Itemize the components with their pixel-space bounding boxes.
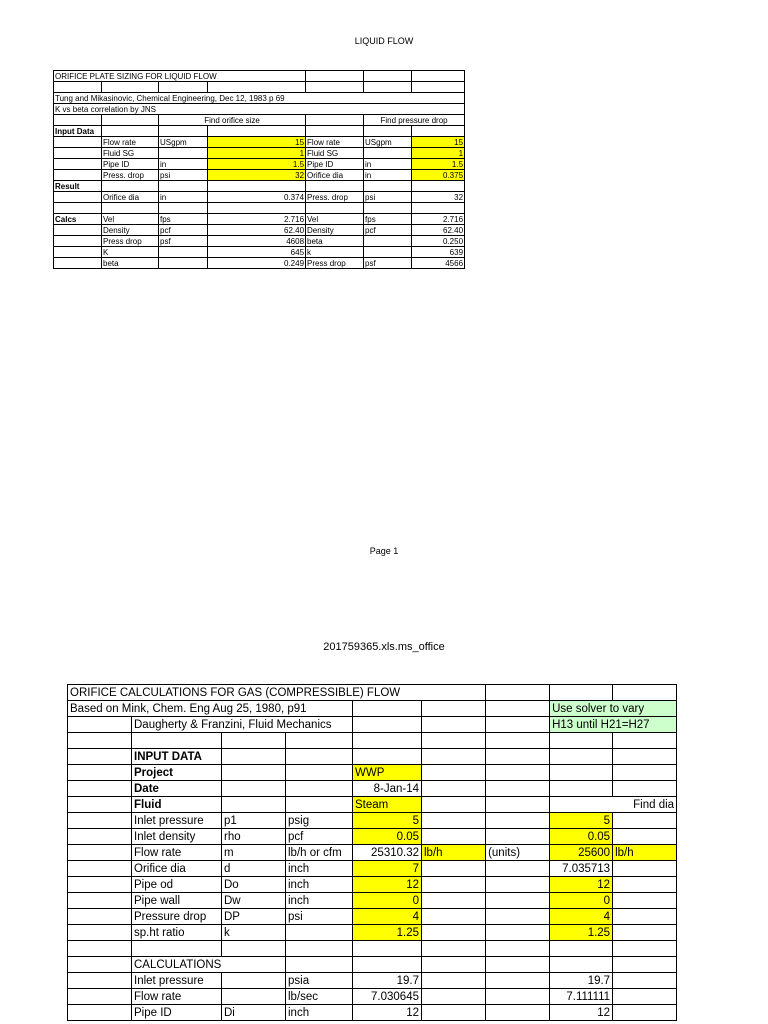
cell-label: K — [102, 247, 159, 258]
input-cell[interactable]: 1.5 — [208, 159, 306, 170]
cell-unit: lb/h or cfm — [286, 845, 353, 861]
input-cell[interactable]: 1.25 — [550, 925, 613, 941]
sheet-row — [68, 765, 677, 781]
cell-unit — [364, 148, 412, 159]
cell-label: Fluid SG — [102, 148, 159, 159]
cell-label: Density — [102, 225, 159, 236]
input-cell[interactable]: 5 — [550, 813, 613, 829]
section-label: CALCULATIONS — [132, 957, 286, 973]
input-row — [54, 159, 465, 170]
cell-unit: psi — [364, 192, 412, 203]
solver-note: Use solver to vary — [550, 701, 677, 717]
calc-cell: 12 — [353, 1005, 422, 1021]
cell-unit: USgpm — [159, 137, 208, 148]
input-row — [68, 893, 677, 909]
cell-unit: in — [159, 159, 208, 170]
find-pressure-heading: Find pressure drop — [364, 115, 465, 126]
input-cell[interactable]: 12 — [550, 877, 613, 893]
input-row — [68, 829, 677, 845]
calc-cell: 0.250 — [412, 236, 465, 247]
calc-row — [54, 214, 465, 225]
cell-symbol — [222, 989, 286, 1005]
cell-label: Press drop — [102, 236, 159, 247]
reference-text: Daugherty & Franzini, Fluid Mechanics — [132, 717, 353, 733]
cell-symbol: m — [222, 845, 286, 861]
calc-cell: 7.035713 — [550, 861, 613, 877]
cell-unit — [159, 247, 208, 258]
sheet-row — [54, 82, 465, 93]
date-cell[interactable]: 8-Jan-14 — [353, 781, 422, 797]
cell-unit: psig — [286, 813, 353, 829]
cell-symbol — [222, 973, 286, 989]
input-row — [68, 813, 677, 829]
cell-label: Orifice dia — [306, 170, 364, 181]
calc-row — [54, 258, 465, 269]
cell-label: Pipe ID — [306, 159, 364, 170]
cell-unit: in — [364, 170, 412, 181]
input-cell[interactable]: 4 — [353, 909, 422, 925]
calc-row — [68, 1005, 677, 1021]
input-cell[interactable]: 0 — [550, 893, 613, 909]
cell-unit: lb/sec — [286, 989, 353, 1005]
reference-text: Based on Mink, Chem. Eng Aug 25, 1980, p91 — [68, 701, 353, 717]
cell-unit: inch — [286, 877, 353, 893]
project-cell[interactable]: WWP — [353, 765, 422, 781]
sheet-row — [68, 957, 677, 973]
cell-unit: psf — [364, 258, 412, 269]
input-row — [54, 137, 465, 148]
cell-unit: in — [159, 192, 208, 203]
calc-cell: 639 — [412, 247, 465, 258]
cell-label: beta — [102, 258, 159, 269]
cell-symbol: d — [222, 861, 286, 877]
sheet-row — [54, 115, 465, 126]
calc-cell: 0.249 — [208, 258, 306, 269]
reference-text: Tung and Mikasinovic, Chemical Engineering, Dec 12, 1983 p 69 — [54, 93, 465, 104]
cell-label: Pipe wall — [132, 893, 222, 909]
sheet-row — [68, 781, 677, 797]
cell-label: Press drop — [306, 258, 364, 269]
section-label: INPUT DATA — [132, 749, 222, 765]
sheet-row — [54, 104, 465, 115]
cell-unit: pcf — [159, 225, 208, 236]
sheet-row — [68, 685, 677, 701]
cell-label: Fluid SG — [306, 148, 364, 159]
calc-cell: 19.7 — [550, 973, 613, 989]
calc-row — [54, 247, 465, 258]
calc-cell: 62.40 — [208, 225, 306, 236]
cell-symbol: Do — [222, 877, 286, 893]
calc-cell: 4608 — [208, 236, 306, 247]
cell-label: Density — [306, 225, 364, 236]
sheet-row — [54, 71, 465, 82]
calc-cell: 62.40 — [412, 225, 465, 236]
cell-label: Orifice dia — [102, 192, 159, 203]
cell-label: Press. drop — [102, 170, 159, 181]
find-orifice-heading: Find orifice size — [159, 115, 306, 126]
input-cell[interactable]: 1.25 — [353, 925, 422, 941]
gas-flow-sheet — [67, 684, 677, 1021]
cell-label: Pressure drop — [132, 909, 222, 925]
input-cell[interactable]: 0.05 — [550, 829, 613, 845]
sheet-title: ORIFICE PLATE SIZING FOR LIQUID FLOW — [54, 71, 306, 82]
cell-unit: inch — [286, 1005, 353, 1021]
cell-unit — [364, 236, 412, 247]
input-cell[interactable]: 1 — [412, 148, 465, 159]
date-label: Date — [132, 781, 222, 797]
input-cell[interactable]: 32 — [208, 170, 306, 181]
input-cell[interactable]: 1 — [208, 148, 306, 159]
input-row — [68, 845, 677, 861]
cell-unit: inch — [286, 893, 353, 909]
cell-symbol: DP — [222, 909, 286, 925]
cell-label: Flow rate — [132, 845, 222, 861]
solver-note: H13 until H21=H27 — [550, 717, 677, 733]
cell-unit: psf — [159, 236, 208, 247]
calc-cell: 7.111111 — [550, 989, 613, 1005]
input-cell[interactable]: 1.5 — [412, 159, 465, 170]
sheet-row — [54, 93, 465, 104]
calc-cell: 7.030645 — [353, 989, 422, 1005]
sheet-row — [54, 203, 465, 214]
result-cell: 0.374 — [208, 192, 306, 203]
project-label: Project — [132, 765, 222, 781]
cell-label: k — [306, 247, 364, 258]
sheet-row — [68, 733, 677, 749]
cell-unit — [159, 148, 208, 159]
input-cell[interactable]: 0 — [353, 893, 422, 909]
cell-label: Inlet pressure — [132, 973, 222, 989]
input-cell[interactable]: 12 — [353, 877, 422, 893]
calc-row — [54, 225, 465, 236]
calc-row — [68, 989, 677, 1005]
calc-cell: 645 — [208, 247, 306, 258]
cell-label: Vel — [306, 214, 364, 225]
cell-unit: pcf — [286, 829, 353, 845]
cell-unit: pcf — [364, 225, 412, 236]
cell-label: Inlet pressure — [132, 813, 222, 829]
cell-unit: in — [364, 159, 412, 170]
cell-unit: psia — [286, 973, 353, 989]
cell-label: Pipe ID — [102, 159, 159, 170]
cell-unit: fps — [159, 214, 208, 225]
cell-symbol: rho — [222, 829, 286, 845]
section-label: Result — [54, 181, 102, 192]
result-row — [54, 192, 465, 203]
file-title: 201759365.xls.ms_office — [323, 641, 445, 653]
cell-label: Flow rate — [132, 989, 222, 1005]
cell-label: Pipe od — [132, 877, 222, 893]
cell-symbol: k — [222, 925, 286, 941]
input-cell[interactable]: 15 — [412, 137, 465, 148]
calc-row — [68, 973, 677, 989]
section-label: Calcs — [54, 214, 102, 225]
cell-unit: psi — [159, 170, 208, 181]
input-cell[interactable]: 0.05 — [353, 829, 422, 845]
cell-unit: inch — [286, 861, 353, 877]
calc-cell: 2.716 — [208, 214, 306, 225]
cell-label: beta — [306, 236, 364, 247]
page1-header: LIQUID FLOW — [354, 36, 414, 46]
cell-label: sp.ht ratio — [132, 925, 222, 941]
calc-row — [54, 236, 465, 247]
fluid-cell[interactable]: Steam — [353, 797, 422, 813]
cell-label: Pipe ID — [132, 1005, 222, 1021]
sheet-row — [68, 797, 677, 813]
input-cell[interactable]: 15 — [208, 137, 306, 148]
cell-unit: psi — [286, 909, 353, 925]
sheet-row — [54, 126, 465, 137]
input-cell[interactable]: 0.375 — [412, 170, 465, 181]
calc-cell: 12 — [550, 1005, 613, 1021]
input-row — [68, 925, 677, 941]
calc-cell: 19.7 — [353, 973, 422, 989]
input-cell[interactable]: 5 — [353, 813, 422, 829]
units-cell[interactable]: lb/h — [422, 845, 486, 861]
units-note: (units) — [486, 845, 550, 861]
cell-label: Vel — [102, 214, 159, 225]
cell-symbol: Dw — [222, 893, 286, 909]
sheet-row — [68, 701, 677, 717]
cell-symbol: Di — [222, 1005, 286, 1021]
input-cell[interactable]: 7 — [353, 861, 422, 877]
units-cell[interactable]: lb/h — [613, 845, 677, 861]
cell-unit — [159, 258, 208, 269]
cell-unit — [364, 247, 412, 258]
cell-label: Flow rate — [102, 137, 159, 148]
sheet-title: ORIFICE CALCULATIONS FOR GAS (COMPRESSIBLE) FLOW — [68, 685, 486, 701]
input-row — [68, 909, 677, 925]
calc-cell: 4566 — [412, 258, 465, 269]
find-dia-heading: Find dia — [550, 797, 677, 813]
reference-text: K vs beta correlation by JNS — [54, 104, 465, 115]
sheet-row — [68, 749, 677, 765]
cell-symbol: p1 — [222, 813, 286, 829]
input-row — [54, 148, 465, 159]
cell-unit — [286, 925, 353, 941]
cell-label: Inlet density — [132, 829, 222, 845]
calc-cell: 2.716 — [412, 214, 465, 225]
fluid-label: Fluid — [132, 797, 222, 813]
input-row — [68, 861, 677, 877]
section-label: Input Data — [54, 126, 102, 137]
sheet-row — [68, 717, 677, 733]
page-number: Page 1 — [369, 546, 399, 556]
result-cell: 32 — [412, 192, 465, 203]
cell-label: Orifice dia — [132, 861, 222, 877]
input-row — [68, 877, 677, 893]
cell-unit: fps — [364, 214, 412, 225]
cell-label: Flow rate — [306, 137, 364, 148]
input-row — [54, 170, 465, 181]
sheet-row — [54, 181, 465, 192]
input-cell[interactable]: 25600 — [550, 845, 613, 861]
sheet-row — [68, 941, 677, 957]
input-cell[interactable]: 4 — [550, 909, 613, 925]
cell-unit: USgpm — [364, 137, 412, 148]
cell-label: Press. drop — [306, 192, 364, 203]
liquid-flow-sheet — [53, 70, 465, 269]
flow-cell[interactable]: 25310.32 — [353, 845, 422, 861]
